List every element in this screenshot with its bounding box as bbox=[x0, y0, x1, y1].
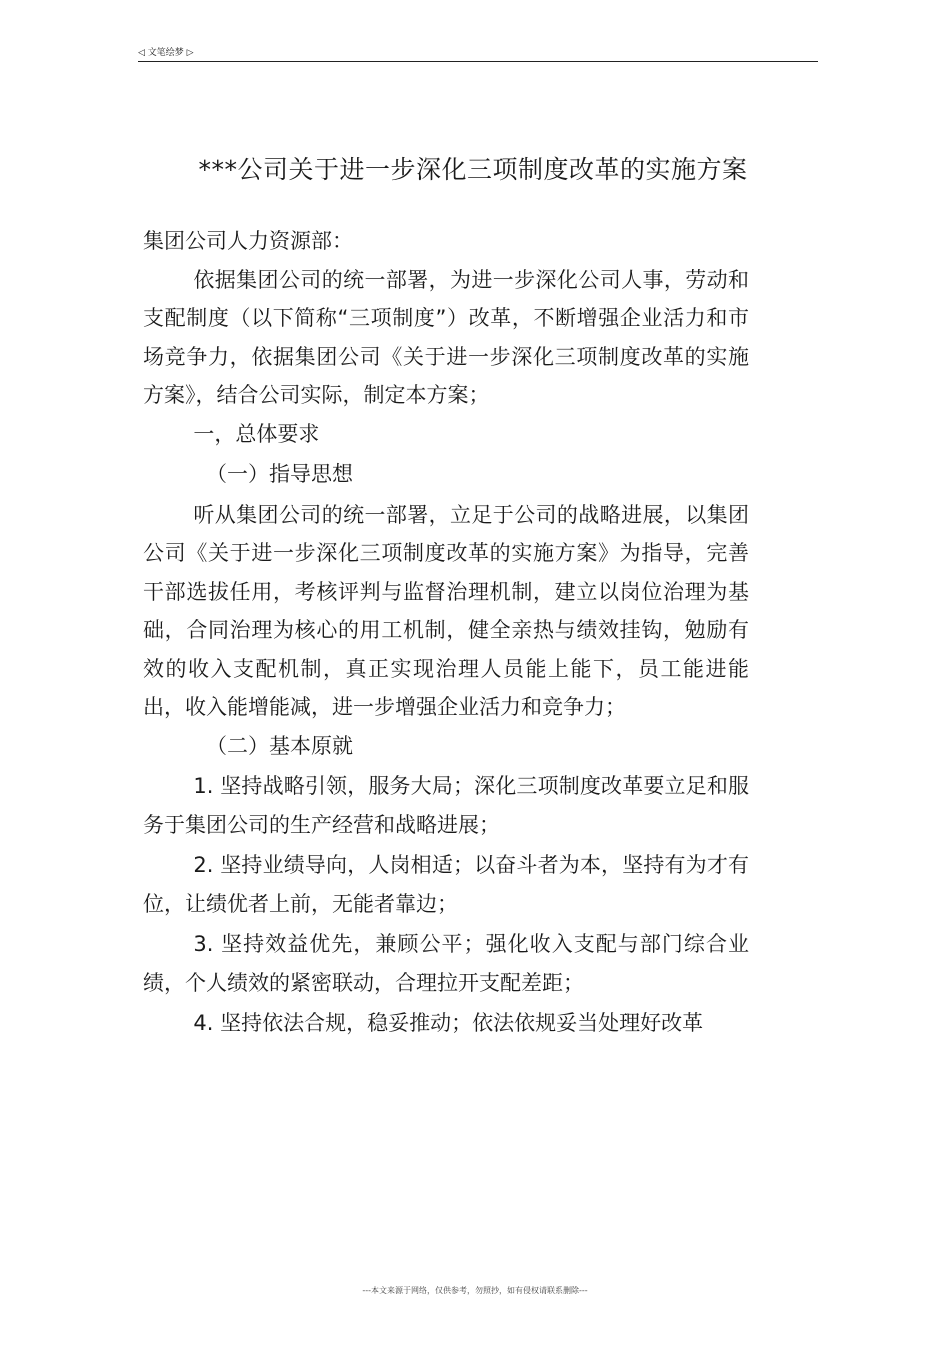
addressee: 集团公司人力资源部： bbox=[143, 229, 353, 253]
paragraph-intro: 依据集团公司的统一部署，为进一步深化公司人事，劳动和支配制度（以下简称“三项制度”）改革，不断增强企业活力和市场竞争力，依据集团公司《关于进一步深化三项制度改革的实施方案》，结合公司实际，制定本方案； bbox=[143, 267, 749, 407]
page-header bbox=[138, 40, 818, 62]
subsection-heading-2: （二）基本原就 bbox=[206, 733, 353, 758]
section-heading-1: 一，总体要求 bbox=[193, 421, 320, 446]
header-brand: ◁ 文笔绘梦 ▷ bbox=[138, 48, 194, 58]
principle-item-3: 3. 坚持效益优先，兼顾公平；强化收入支配与部门综合业绩，个人绩效的紧密联动，合理拉开支配差距； bbox=[143, 932, 749, 995]
subsection-heading-1: （一）指导思想 bbox=[206, 462, 353, 486]
page-footer: ---本文来源于网络，仅供参考，勿照抄，如有侵权请联系删除--- bbox=[362, 1286, 588, 1295]
paragraph-guiding-thought: 听从集团公司的统一部署，立足于公司的战略进展，以集团公司《关于进一步深化三项制度改革的实施方案》为指导，完善干部选拔任用，考核评判与监督治理机制，建立以岗位治理为基础，合同治理为核心的用工机制，健全亲热与绩效挂钩，勉励有效的收入支配机制，真正实现治理人员能上能下，员工能进能出，收入能增能减，进一步增强企业活力和竞争力； bbox=[143, 502, 749, 719]
document-body bbox=[143, 222, 749, 1043]
header-rule bbox=[138, 61, 818, 62]
document-title: ***公司关于进一步深化三项制度改革的实施方案 bbox=[198, 155, 748, 184]
principle-item-4: 4. 坚持依法合规，稳妥推动；依法依规妥当处理好改革 bbox=[193, 1011, 704, 1035]
principle-item-1: 1. 坚持战略引领，服务大局；深化三项制度改革要立足和服务于集团公司的生产经营和战略进展； bbox=[143, 774, 749, 837]
principle-item-2: 2. 坚持业绩导向，人岗相适；以奋斗者为本，坚持有为才有位，让绩优者上前，无能者靠边； bbox=[143, 853, 749, 916]
